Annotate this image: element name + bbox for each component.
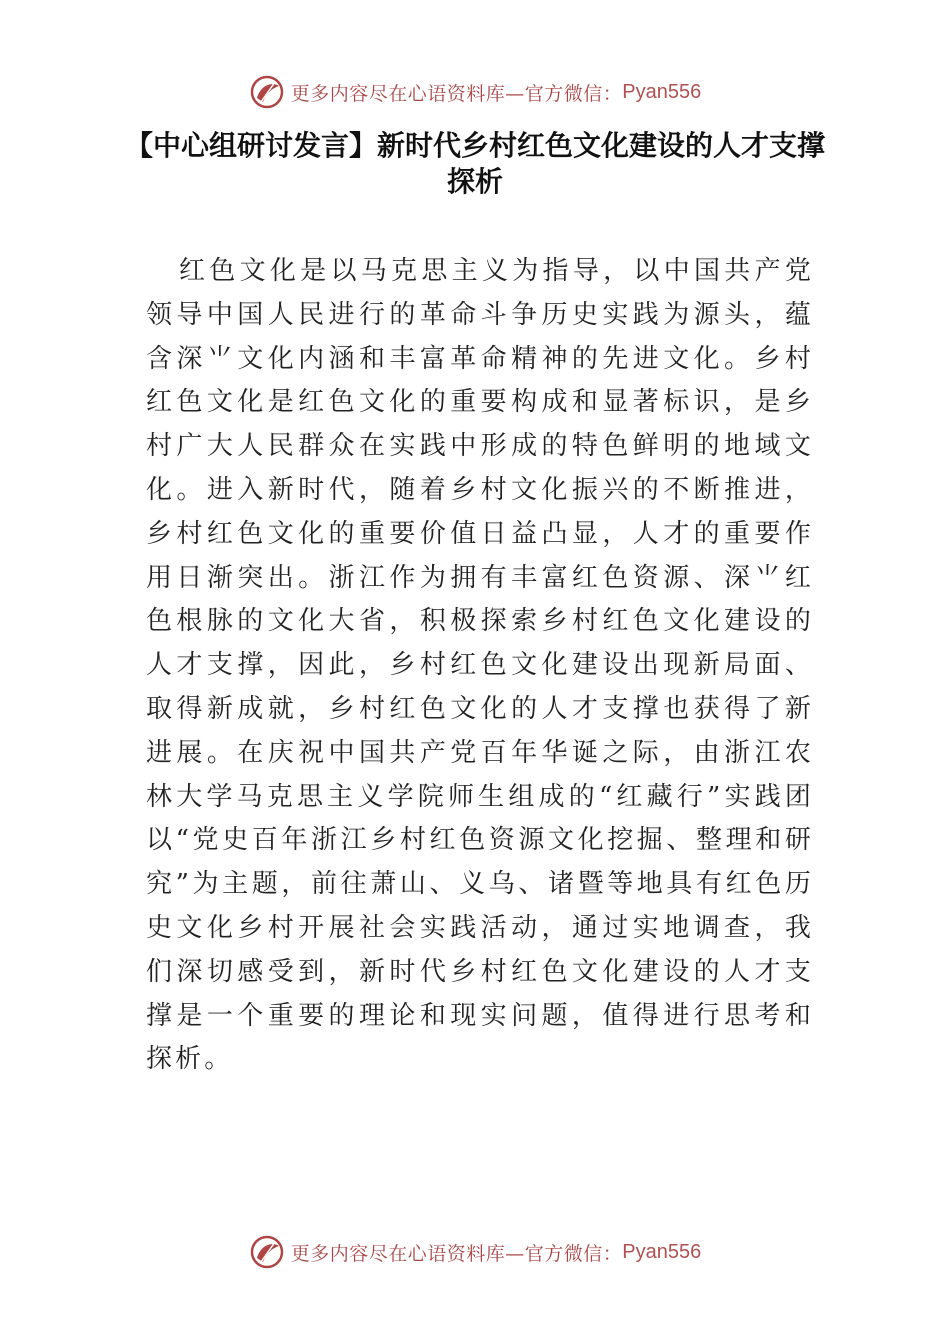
watermark-text: 更多内容尽在心语资料库—官方微信： — [290, 82, 623, 105]
watermark-handle: Pyan556 — [622, 1240, 702, 1263]
watermark-handle: Pyan556 — [622, 80, 702, 103]
watermark-text: 更多内容尽在心语资料库—官方微信： — [290, 1242, 623, 1265]
header-watermark — [0, 72, 950, 112]
brand-logo-icon — [249, 74, 285, 110]
footer-watermark — [0, 1232, 950, 1272]
document-title: 【中心组研讨发言】新时代乡村红色文化建设的人才支撑探析 — [124, 129, 825, 198]
document-body: 红色文化是以马克思主义为指导，以中国共产党领导中国人民进行的革命斗争历史实践为源头，蕴含深⺌文化内涵和丰富革命精神的先进文化。乡村红色文化是红色文化的重要构成和显著标识，是乡村广大人民群众在实践中形成的特色鲜明的地域文化。进入新时代，随着乡村文化振兴的不断推进，乡村红色文化的重要价值日益凸显，人才的重要作用日渐突出。浙江作为拥有丰富红色资源、深⺌红色根脉的文化大省，积极探索乡村红色文化建设的人才支撑，因此，乡村红色文化建设出现新局面、取得新成就，乡村红色文化的人才支撑也获得了新进展。在庆祝中国共产党百年华诞之际，由浙江农林大学马克思主义学院师生组成的“红藏行”实践团以“党史百年浙江乡村红色资源文化挖掘、整理和研究”为主题，前往萧山、义乌、诸暨等地具有红色历史文化乡村开展社会实践活动，通过实地调查，我们深切感受到，新时代乡村红色文化建设的人才支撑是一个重要的理论和现实问题，值得进行思考和探析。 — [146, 256, 814, 1075]
brand-logo-icon — [249, 1234, 285, 1270]
